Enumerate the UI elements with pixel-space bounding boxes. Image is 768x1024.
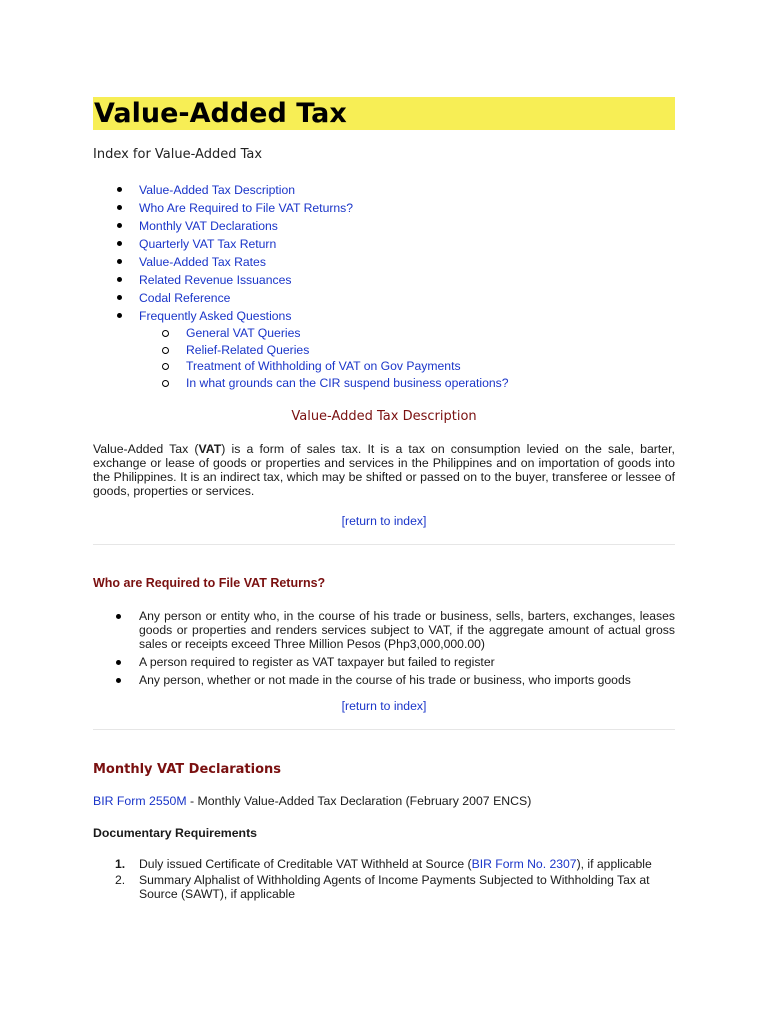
index-heading: Index for Value-Added Tax — [93, 147, 263, 162]
requirements-list — [93, 857, 675, 901]
faq-item — [139, 375, 675, 392]
index-item — [93, 271, 675, 289]
page-title: Value-Added Tax — [93, 97, 675, 130]
requirement-text: Duly issued Certificate of Creditable VAT Withheld at Source ( — [139, 857, 472, 872]
divider — [93, 729, 675, 730]
return-link[interactable]: [return to index] — [341, 514, 427, 529]
index-item — [93, 217, 675, 235]
faq-link-withholding[interactable]: Treatment of Withholding of VAT on Gov Payments — [186, 359, 461, 374]
index-link-monthly-vat[interactable]: Monthly VAT Declarations — [139, 219, 278, 233]
return-to-index-2 — [93, 699, 675, 713]
index-item — [93, 289, 675, 307]
index-list — [93, 181, 675, 391]
who-required-list — [93, 609, 675, 687]
faq-item — [139, 325, 675, 342]
faq-link-general[interactable]: General VAT Queries — [186, 326, 301, 340]
index-link-codal-reference[interactable]: Codal Reference — [139, 291, 231, 305]
requirement-item — [93, 857, 675, 871]
index-link-vat-description[interactable]: Value-Added Tax Description — [139, 183, 296, 197]
index-link-vat-rates[interactable]: Value-Added Tax Rates — [139, 255, 266, 269]
description-text-post: ) is a form of sales tax. It is a tax on consumption levied on the sale, barter, exchange or lease of goods or properties and services in the Philippines and on importation of goods into the Philippines. It is an indirect tax, which may be shifted or passed on to the buyer, transferee or lessee of goods, properties or services. — [93, 442, 675, 499]
bir-form-2307-link[interactable]: BIR Form No. 2307 — [471, 857, 577, 872]
bir-form-2550m-link[interactable]: BIR Form 2550M — [93, 794, 187, 809]
index-item — [93, 199, 675, 217]
index-item — [93, 253, 675, 271]
section-title-who-required: Who are Required to File VAT Returns? — [93, 576, 326, 591]
requirement-item — [93, 873, 675, 901]
description-paragraph — [93, 442, 675, 498]
form-line — [93, 794, 675, 808]
requirement-text: Summary Alphalist of Withholding Agents of Income Payments Subjected to Withholding Tax at Source (SAWT), if applicable — [139, 873, 650, 902]
index-item — [93, 181, 675, 199]
who-required-item: Any person, whether or not made in the course of his trade or business, who imports goods — [93, 673, 675, 687]
faq-link-cir-suspend[interactable]: In what grounds can the CIR suspend business operations? — [186, 375, 509, 390]
who-required-item: Any person or entity who, in the course of his trade or business, sells, barters, exchanges, leases goods or properties and renders services subject to VAT, if the aggregate amount of actual gross sales or receipts exceed Three Million Pesos (Php3,000,000.00) — [93, 609, 675, 651]
faq-item — [139, 342, 675, 359]
description-text-pre: Value-Added Tax ( — [93, 442, 199, 457]
index-link-who-required[interactable]: Who Are Required to File VAT Returns? — [139, 201, 354, 215]
index-link-quarterly-vat[interactable]: Quarterly VAT Tax Return — [139, 237, 277, 251]
who-required-item: A person required to register as VAT taxpayer but failed to register — [93, 655, 675, 669]
faq-item — [139, 358, 675, 375]
section-title-monthly: Monthly VAT Declarations — [93, 762, 281, 778]
section-title-description: Value-Added Tax Description — [291, 409, 477, 425]
form-description: - Monthly Value-Added Tax Declaration (February 2007 ENCS) — [186, 794, 532, 809]
documentary-requirements-heading: Documentary Requirements — [93, 826, 258, 841]
divider — [93, 544, 675, 545]
index-item — [93, 307, 675, 391]
index-link-faq[interactable]: Frequently Asked Questions — [139, 309, 292, 323]
index-link-related-issuances[interactable]: Related Revenue Issuances — [139, 273, 292, 287]
document-page — [93, 97, 675, 903]
index-item — [93, 235, 675, 253]
faq-link-relief[interactable]: Relief-Related Queries — [186, 342, 310, 357]
requirement-number: 1. — [115, 857, 126, 872]
faq-sublist — [139, 325, 675, 391]
requirement-text-post: ), if applicable — [576, 857, 652, 872]
requirement-number: 2. — [115, 873, 126, 888]
return-link[interactable]: [return to index] — [341, 699, 427, 714]
description-vat-bold: VAT — [198, 442, 222, 457]
return-to-index-1 — [93, 514, 675, 528]
